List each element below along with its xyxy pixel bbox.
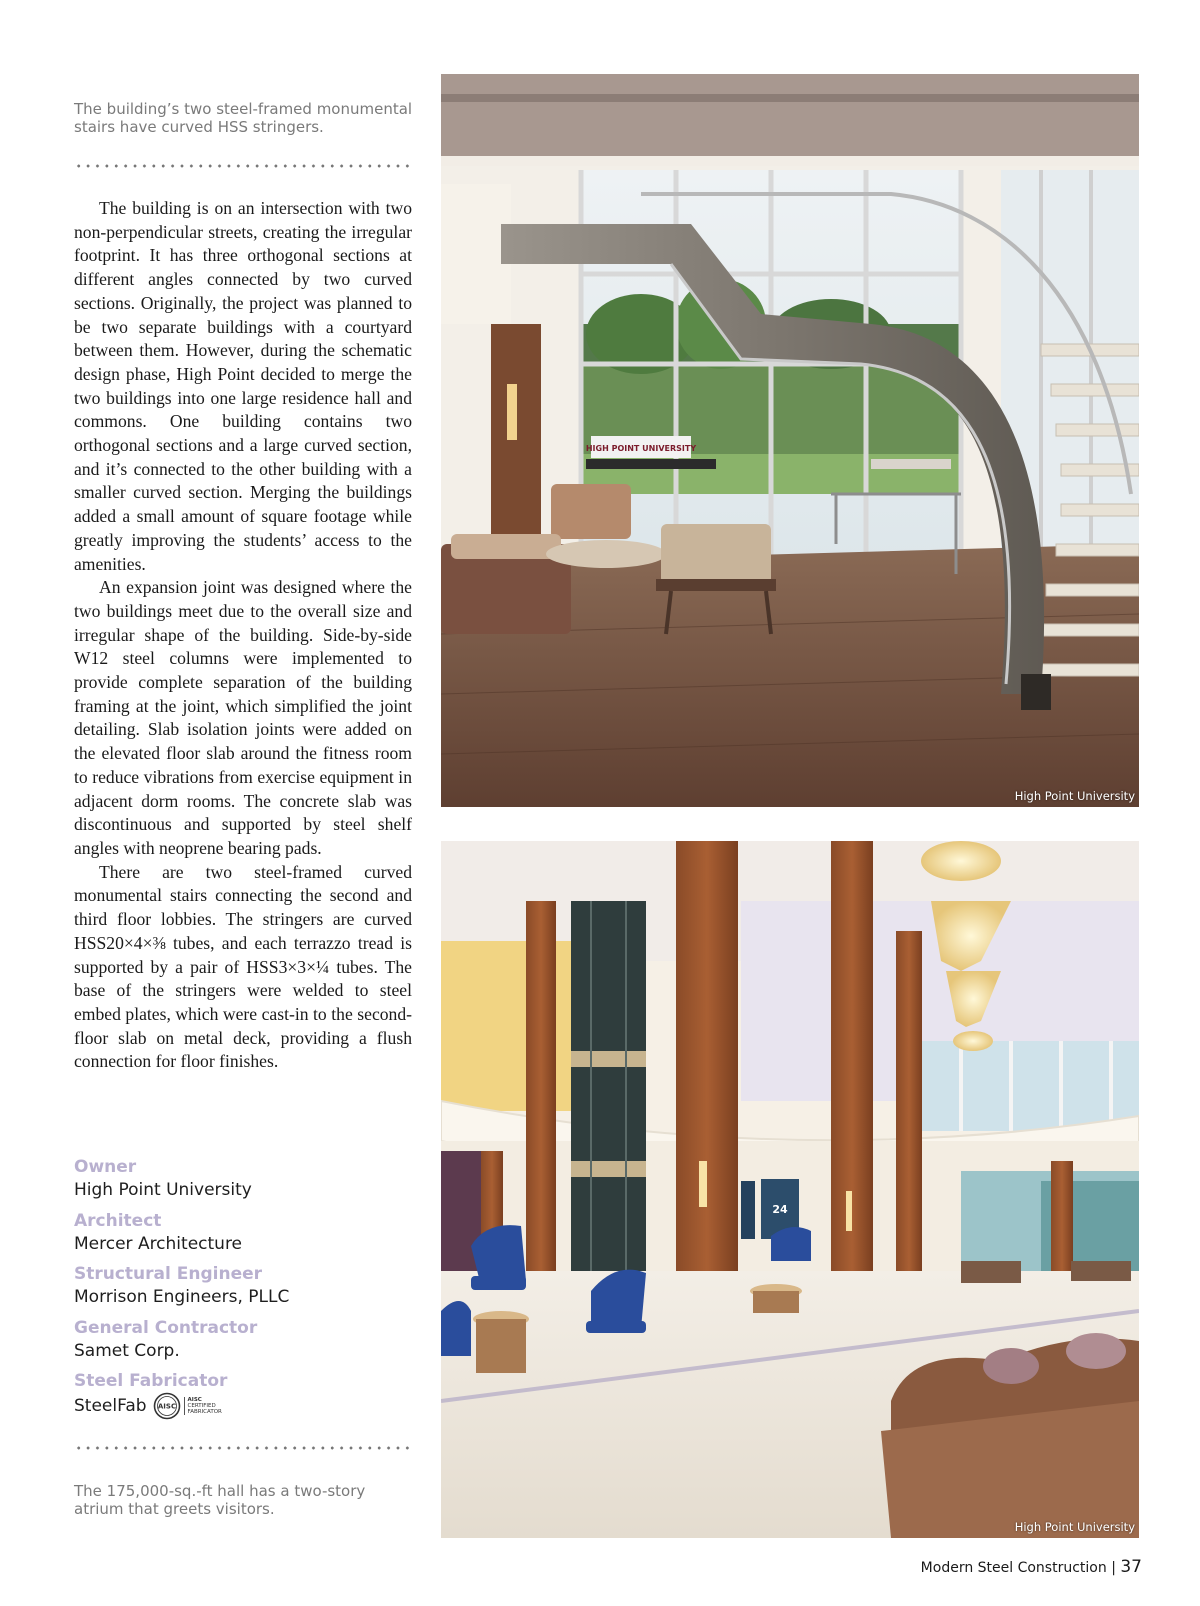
photo-caption-top: The building’s two steel-framed monumental stairs have curved HSS stringers. bbox=[74, 100, 413, 136]
credit-role: Structural Engineer bbox=[74, 1264, 263, 1284]
credit-structural-engineer bbox=[74, 1263, 414, 1317]
credit-general-contractor bbox=[74, 1317, 414, 1371]
aisc-certified-fabricator-badge bbox=[153, 1392, 222, 1420]
credit-role: Owner bbox=[74, 1157, 137, 1177]
credit-role: Steel Fabricator bbox=[74, 1371, 228, 1391]
credit-name: Samet Corp. bbox=[74, 1340, 180, 1361]
svg-text:24: 24 bbox=[772, 1203, 788, 1216]
photo-caption-bottom: The 175,000-sq.-ft hall has a two-story atrium that greets visitors. bbox=[74, 1482, 366, 1518]
svg-text:HIGH POINT UNIVERSITY: HIGH POINT UNIVERSITY bbox=[585, 444, 697, 453]
credit-steel-fabricator bbox=[74, 1370, 414, 1424]
page-number: 37 bbox=[1120, 1557, 1142, 1577]
credit-role: General Contractor bbox=[74, 1317, 258, 1338]
credit-architect bbox=[74, 1210, 414, 1264]
project-credits bbox=[74, 1156, 414, 1424]
photo-credit-top: High Point University bbox=[1014, 789, 1135, 803]
article-body bbox=[74, 197, 412, 1074]
photo-credit-bottom: High Point University bbox=[1014, 1520, 1135, 1534]
page-footer bbox=[921, 1557, 1142, 1577]
credit-owner bbox=[74, 1156, 414, 1210]
dotted-divider-top bbox=[74, 164, 412, 168]
body-paragraph: An expansion joint was designed where the two buildings meet due to the overall size and irregular shape of the building. Side-by-side W12 steel columns were implemented to provide complete separation of the building framing at the joint, which simplified the joint detailing. Slab isolation joints were added on the elevated floor slab around the fitness room to reduce vibrations from exercise equipment in adjacent dorm rooms. The concrete slab was discontinuous and supported by steel shelf angles with neoprene bearing pads. bbox=[74, 577, 412, 858]
footer-separator: | bbox=[1111, 1560, 1116, 1576]
credit-name: High Point University bbox=[74, 1180, 252, 1200]
credit-role: Architect bbox=[74, 1210, 162, 1231]
aisc-logo-icon bbox=[153, 1392, 181, 1420]
photo-curved-stair bbox=[441, 74, 1139, 807]
body-paragraph: The building is on an intersection with two non-perpendicular streets, creating the irregular footprint. It has three orthogonal sections at different angles connected by two curved sections. Originally, the project was planned to be two separate buildings with a courtyard between them. However, during the schematic design phase, High Point decided to merge the two buildings into one large residence hall and commons. One building contains two orthogonal sections and a large curved section, and it’s connected to the other building with a smaller curved section. Merging the buildings added a small amount of square footage while greatly improving the students’ access to the amenities. bbox=[74, 198, 412, 574]
credit-name: Morrison Engineers, PLLC bbox=[74, 1287, 290, 1307]
aisc-badge-text: AISC CERTIFIED FABRICATOR bbox=[184, 1397, 222, 1415]
dotted-divider-bottom bbox=[74, 1446, 412, 1450]
credit-name: Mercer Architecture bbox=[74, 1233, 243, 1254]
publication-name: Modern Steel Construction bbox=[920, 1560, 1107, 1576]
credit-name: SteelFab AISC AISC CERTIFIED FABRICATOR bbox=[74, 1392, 414, 1420]
body-paragraph: There are two steel-framed curved monumental stairs connecting the second and third floor lobbies. The stringers are curved HSS20×4×⅜ tubes, and each terrazzo tread is supported by a pair of HSS3×3×¼ tubes. The base of the stringers were welded to steel embed plates, which were cast-in to the second-floor slab on metal deck, providing a flush connection for floor finishes. bbox=[74, 861, 412, 1072]
photo-atrium bbox=[441, 841, 1139, 1538]
svg-text:AISC: AISC bbox=[157, 1402, 176, 1411]
